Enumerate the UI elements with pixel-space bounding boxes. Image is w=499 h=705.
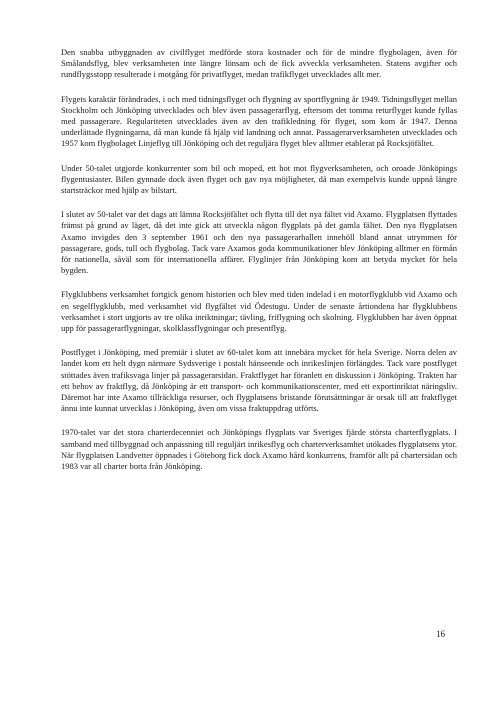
paragraph-charter: 1970-talet var det stora charterdecenniet och Jönköpings flygplats var Sveriges fjärde största charterflygplats. I samband med tillbyggnad och anpassning till reguljärt inrikesflyg och charterverksamhet utökades flygplatsens ytor. När flygplatsen Landvetter öppnades i Göteborg fick dock Axamo hård konkurrens, framför allt på chartersidan och 1983 var all charter borta från Jönköping.: [61, 427, 457, 472]
paragraph-axamo: I slutet av 50-talet var det dags att lämna Rocksjöfältet och flytta till det nya fältet vid Axamo. Flygplatsen flyttades främst på grund av läget, då det inte gick att utveckla någon flygplats på det gamla fältet. Den nya flygplatsen Axamo invigdes den 3 september 1961 och den nya passagerarhallen innehöll bland annat utrymmen för passagerare, gods, tull och flygbolag. Tack vare Axamos goda kommunikationer blev Jönköping alltmer en förmån för nationella, såväl som för internationella affärer. Flyglinjer från Jönköping kom att betyda mycket för hela bygden.: [61, 209, 457, 276]
paragraph-civilflyget: Den snabba utbyggnaden av civilflyget medförde stora kostnader och för de mindre flygbolagen, även för Smålandsflyg, blev verksamheten inte längre lönsam och de fick avveckla verksamheten. Statens avgifter och rundflygsstopp resulterade i motgång för privatflyget, medan trafikflyget utvecklades allt mer.: [61, 47, 457, 80]
paragraph-konkurrenter: Under 50-talet utgjorde konkurrenter som bil och moped, ett hot mot flygverksamheten, och oroade Jönköpings flygentusiaster. Bilen gynnade dock även flyget och gav nya möjligheter, då man exempelvis kunde uppnå längre startsträckor med hjälp av bilstart.: [61, 162, 457, 196]
paragraph-tidningsflyget: Flygets karaktär förändrades, i och med tidningsflyget och flygning av sportflygning år 1949. Tidningsflyget mellan Stockholm och Jönköping utvecklades och blev även passagerarflyg, eftersom det tomma returflyget kunde fyllas med passagerare. Regulariteten utvecklades även av den trafikledning för flyget, som kom år 1947. Denna underlättade flygningarna, då man kunde få hjälp vid landning och annat. Passagerarverksamheten utvecklades och 1957 kom flygbolaget Linjeflyg till Jönköping och det reguljära flyget blev alltmer etablerat på Rocksjöfältet.: [61, 93, 457, 149]
paragraph-postflyget: Postflyget i Jönköping, med premiär i slutet av 60-talet kom att innebära mycket för hela Sverige. Norra delen av landet kom ett helt dygn närmare Sydsverige i postalt hänseende och inrikeslinjen förlängdes. Tack vare postflyget stöttades även trafiksvaga linjer på passagerarsidan. Fraktflyget har föranlett en diskussion i Jönköping. Trakten har ett behov av fraktflyg, då Jönköping är ett transport- och kommunikationscenter, med ett exportinriktat näringsliv. Däremot har inte Axamo tillräckliga resurser, och flygplatsens bristande förutsättningar är orsak till att fraktflyget ännu inte kunnat utvecklas i Jönköping, även om vissa fraktuppdrag utförts.: [61, 347, 457, 414]
paragraph-flygklubben: Flygklubbens verksamhet fortgick genom historien och blev med tiden indelad i en motorflygklubb vid Axamo och en segelflygklubb, med verksamhet vid flygfältet vid Ödestugu. Under de senaste årtiondena har flygklubbens verksamhet i stort utgjorts av tre olika inriktningar; tävling, friflygning och skolning. Flygklubben har även öppnat upp för passagerarflygningar, skolklassflygningar och presentflyg.: [61, 289, 457, 334]
page-number: 16: [436, 629, 445, 639]
document-body: [61, 47, 457, 485]
